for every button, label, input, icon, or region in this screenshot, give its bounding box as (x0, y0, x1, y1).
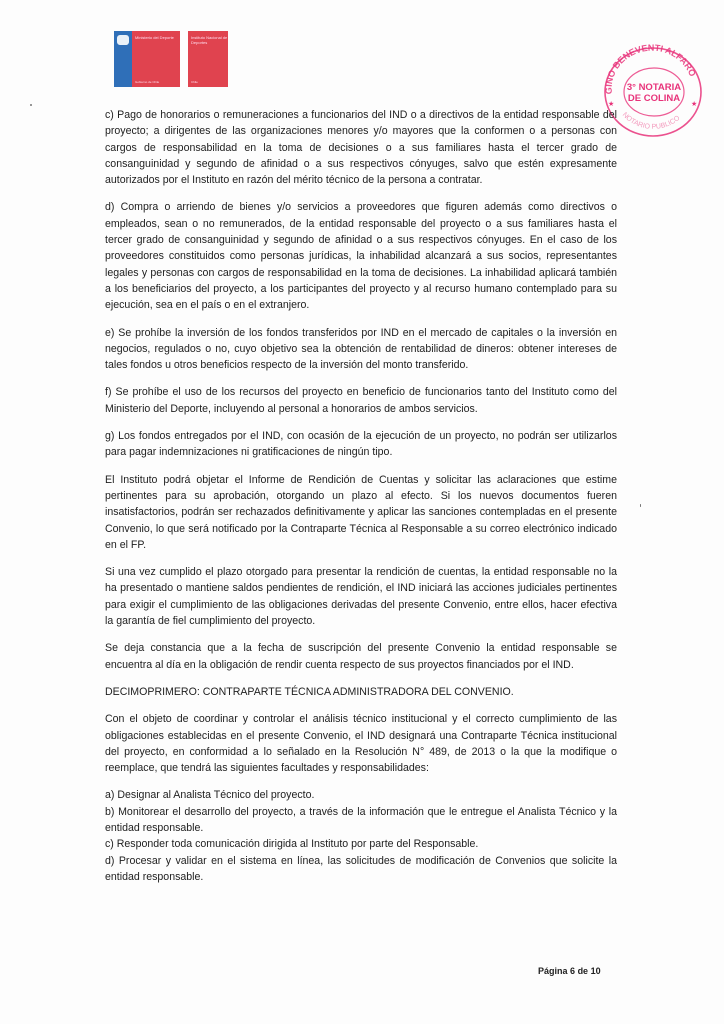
chile-flag-block (114, 31, 132, 87)
logo-primary-text: Ministerio del Deporte (135, 35, 174, 40)
scan-speck (30, 104, 32, 106)
page-current: 6 (570, 966, 576, 976)
ministerio-deporte-logo (114, 31, 180, 87)
coat-of-arms-icon (117, 35, 129, 45)
stamp-bottom-text: NOTARIO PUBLICO (620, 111, 682, 131)
stamp-line1: 3° NOTARIA (626, 82, 682, 93)
stamp-outer-text: GINO BENEVENTI ALFARO (603, 42, 698, 95)
duty-item: b) Monitorear el desarrollo del proyecto, a través de la información que le entregue el Analista Técnico y la entidad responsable. (105, 805, 617, 834)
ind-logo (188, 31, 228, 87)
stamp-star-icon: ★ (608, 101, 615, 108)
duty-item: d) Procesar y validar en el sistema en línea, las solicitudes de modificación de Convenios que solicite la entidad responsable. (105, 854, 617, 883)
paragraph-rendicion-objecion: El Instituto podrá objetar el Informe de Rendición de Cuentas y solicitar las aclaraciones que estime pertinentes para su aprobación, otorgando un plazo al efecto. Si los nuevos documentos fueren insatisfactorios, podrán ser rechazados definitivamente y aplicar las sanciones contempladas en el presente Convenio, lo que será notificado por la Contraparte Técnica al Responsable a su correo electrónico indicado en el FP. (105, 473, 617, 551)
paragraph-d: d) Compra o arriendo de bienes y/o servicios a proveedores que figuren además como directivos o empleados, sean o no remunerados, de la entidad responsable del proyecto o a sus familiares hasta el tercer grado de consanguinidad y segundo de afinidad o a sus respectivos cónyuges. En el caso de los proveedores constituidos como personas jurídicas, la inhabilidad alcanzará a sus socios, representantes legales y personas con cargos de responsabilidad en la toma de decisiones. La inhabilidad aplicará también a los beneficiarios del proyecto, a los participantes del proyecto y al recurso humano contemplado para su ejecución, sea en el país o en el extranjero. (105, 201, 617, 312)
page-of: de (577, 966, 589, 976)
paragraph-e: e) Se prohíbe la inversión de los fondos transferidos por IND en el mercado de capitales o la inversión en negocios, regulados o no, cuyo objetivo sea la obtención de rentabilidad de dineros: obtener intereses de tales fondos u otros beneficios respecto de la inversión del monto transferido. (105, 326, 617, 372)
duty-item: a) Designar al Analista Técnico del proyecto. (105, 789, 315, 802)
stamp-line2: DE COLINA (627, 93, 681, 104)
paragraph-acciones-judiciales: Si una vez cumplido el plazo otorgado para presentar la rendición de cuentas, la entidad responsable no la ha presentado o mantiene saldos pendientes de rendición, el IND iniciará las acciones judiciales pertinentes para exigir el cumplimiento de las obligaciones derivadas del presente Convenio, entre ellos, hacer efectiva la garantía de fiel cumplimiento del proyecto. (105, 566, 617, 628)
paragraph-c: c) Pago de honorarios o remuneraciones a funcionarios del IND o a directivos de la entidad responsable del proyecto; a dirigentes de las organizaciones menores y/o mayores que la conformen o a personas con cargos de responsabilidad en la toma de decisiones o a sus familiares hasta el tercer grado de consanguinidad y segundo de afinidad o a sus respectivos cónyuges, salvo que estén expresamente autorizados por el Instituto en razón del mérito técnico de la persona a contratar. (105, 109, 617, 187)
header-logos (114, 31, 228, 87)
document-body (105, 107, 617, 885)
page-total: 10 (590, 966, 601, 976)
paragraph-f: f) Se prohíbe el uso de los recursos del proyecto en beneficio de funcionarios tanto del Instituto como del Ministerio del Deporte, incluyendo al personal a honorarios de ambos servicios. (105, 386, 617, 415)
logo-secondary-footer: Chile (191, 80, 198, 84)
section-intro: Con el objeto de coordinar y controlar el análisis técnico institucional y el correcto cumplimiento de las obligaciones establecidas en el presente Convenio, el IND designará una Contraparte Técnica institucional del proyecto, en conformidad a lo señalado en la Resolución N° 489, de 2013 o la que la modifique o reemplace, que tendrá las siguientes facultades y responsabilidades: (105, 713, 617, 775)
logo-primary-footer: Gobierno de Chile (135, 80, 160, 84)
paragraph-constancia: Se deja constancia que a la fecha de suscripción del presente Convenio la entidad responsable se encuentra al día en la obligación de rendir cuenta respecto de sus proyectos financiados por el IND. (105, 642, 617, 671)
stamp-star-icon: ★ (691, 101, 698, 108)
paragraph-g: g) Los fondos entregados por el IND, con ocasión de la ejecución de un proyecto, no podrán ser utilizarlos para pagar indemnizaciones ni gratificaciones de ningún tipo. (105, 430, 617, 459)
section-heading: DECIMOPRIMERO: CONTRAPARTE TÉCNICA ADMINISTRADORA DEL CONVENIO. (105, 685, 514, 698)
logo-secondary-text: Instituto Nacional de Deportes (191, 35, 228, 45)
page-number (538, 966, 601, 976)
duty-item: c) Responder toda comunicación dirigida al Instituto por parte del Responsable. (105, 838, 479, 851)
scan-speck (640, 504, 641, 507)
page-label: Página (538, 966, 568, 976)
